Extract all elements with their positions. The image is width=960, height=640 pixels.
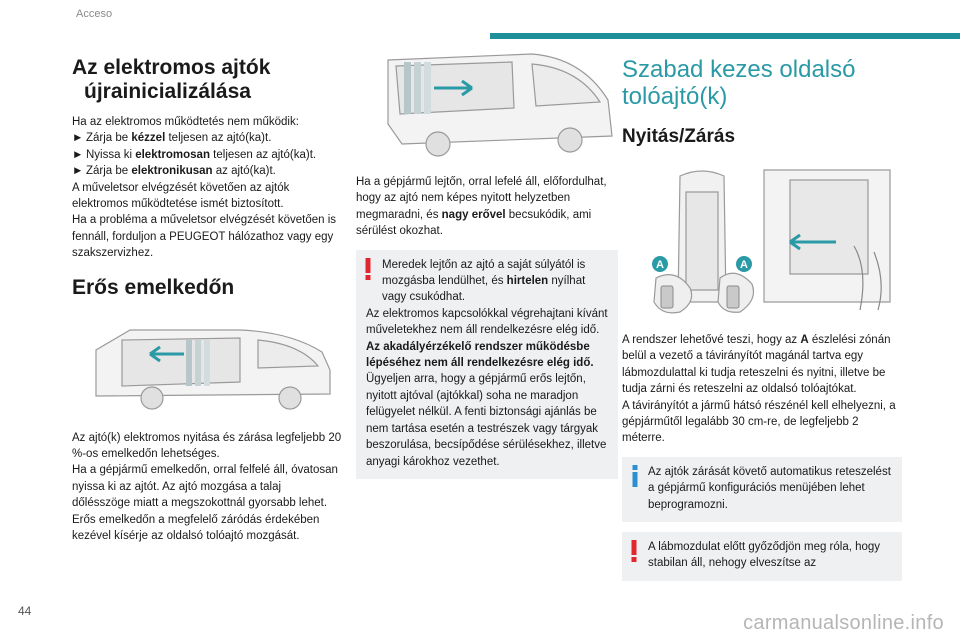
handsfree-heading-line2: tolóajtó(k) <box>622 83 728 110</box>
open-close-heading: Nyitás/Zárás <box>622 126 736 147</box>
step-item: ► Nyissa ki elektromosan teljesen az ajtó(ka)t. <box>72 147 342 163</box>
step-item: ► Zárja be kézzel teljesen az ajtó(ka)t. <box>72 130 342 146</box>
van-downhill-illustration <box>382 44 618 160</box>
arrow-right-icon: ► <box>72 165 84 178</box>
column-3 <box>622 56 902 581</box>
handsfree-info-note <box>622 457 902 522</box>
slope-body-3: Erős emelkedőn a megfelelő záródás érdekében kezével kísérje az oldalsó tolóajtó mozgását. <box>72 513 320 543</box>
handsfree-paragraph-1: A rendszer lehetővé teszi, hogy az A észlelési zónán belül a vezető a távirányítót magánál tartva egy lábmozdulattal ki tudja reteszelni és nyitni, illetve be tudja zárni és reteszelni az oldalsó tolóajtókat. <box>622 334 891 396</box>
slope-body-2: Ha a gépjármű emelkedőn, orral felfelé áll, óvatosan nyissa ki az ajtót. Az ajtó mozgása a talaj dőlésszöge miatt a megszokottnál gyorsabb lehet. <box>72 464 338 510</box>
zone-a-label-right: A <box>740 259 748 271</box>
slope-body-1: Az ajtó(k) elektromos nyitása és zárása legfeljebb 20 %-os emelkedőn lehetséges. <box>72 431 342 461</box>
column-2 <box>356 44 618 479</box>
reinit-result: A műveletsor elvégzését követően az ajtók elektromos működtetése ismét biztosított. <box>72 181 290 211</box>
header-section-name: Acceso <box>76 8 113 20</box>
watermark: carmanualsonline.info <box>743 612 944 634</box>
reinit-support: Ha a probléma a műveletsor elvégzését követően is fennáll, forduljon a PEUGEOT hálózathoz vagy egy szakszervizhez. <box>72 214 337 260</box>
handsfree-paragraph-2: A távirányítót a jármű hátsó részénél kell elhelyezni, a gépjárműtől legalább 30 cm-re, de legfeljebb 2 méterre. <box>622 399 896 445</box>
handsfree-illustration <box>640 162 902 322</box>
reinit-intro: Ha az elektromos működtetés nem működik: <box>72 116 299 128</box>
warning-note-text: A lábmozdulat előtt győződjön meg róla, hogy stabilan áll, nehogy elveszítse az <box>648 541 881 570</box>
reinit-steps <box>72 130 342 179</box>
slope-heading: Erős emelkedőn <box>72 275 235 299</box>
warning-icon <box>631 540 637 562</box>
downhill-warning-note <box>356 250 618 479</box>
handsfree-heading <box>622 56 902 110</box>
column-1 <box>72 56 342 545</box>
warning-p2: Az elektromos kapcsolókkal végrehajtani kívánt műveletekhez nem áll rendelkezésre elég idő. <box>366 307 608 337</box>
downhill-paragraph: Ha a gépjármű lejtőn, orral lefelé áll, előfordulhat, hogy az ajtó nem képes nyitott helyzetben megmaradni, és nagy erővel becsukódik, ami sérülést okozhat. <box>356 176 607 238</box>
info-note-text: Az ajtók zárását követő automatikus reteszelést a gépjármű konfigurációs menüjében lehet beprogramozni. <box>648 465 891 511</box>
warning-lead: Meredek lejtőn az ajtó a saját súlyától is mozgásba lendülhet, és hirtelen nyílhat vagy csukódhat. <box>382 258 586 304</box>
page-number: 44 <box>18 604 32 618</box>
reinit-heading <box>72 56 342 104</box>
step-item: ► Zárja be elektronikusan az ajtó(ka)t. <box>72 163 342 179</box>
zone-a-label-left: A <box>656 259 664 271</box>
arrow-right-icon: ► <box>72 132 84 145</box>
reinit-heading-line1: Az elektromos ajtók <box>72 56 271 79</box>
arrow-right-icon: ► <box>72 148 84 161</box>
warning-p4: Ügyeljen arra, hogy a gépjármű erős lejtőn, nyitott ajtóval (ajtókkal) soha ne maradjon felügyelet nélkül. A fenti biztonsági ajánlás be nem tartása esetén a testrészek vagy tárgyak beszorulása, becsípődése sérülésekhez, illetve anyagi károkhoz vezethet. <box>366 373 607 468</box>
header-accent-bar <box>490 33 960 39</box>
warning-p3: Az akadályérzékelő rendszer működésbe lépéséhez nem áll rendelkezésre elég idő. <box>366 340 594 370</box>
warning-icon <box>365 258 371 280</box>
reinit-heading-line2: újrainicializálása <box>84 80 251 103</box>
handsfree-warning-note <box>622 532 902 581</box>
handsfree-heading-line1: Szabad kezes oldalsó <box>622 56 856 83</box>
van-uphill-illustration <box>90 310 342 410</box>
info-icon <box>632 465 638 487</box>
